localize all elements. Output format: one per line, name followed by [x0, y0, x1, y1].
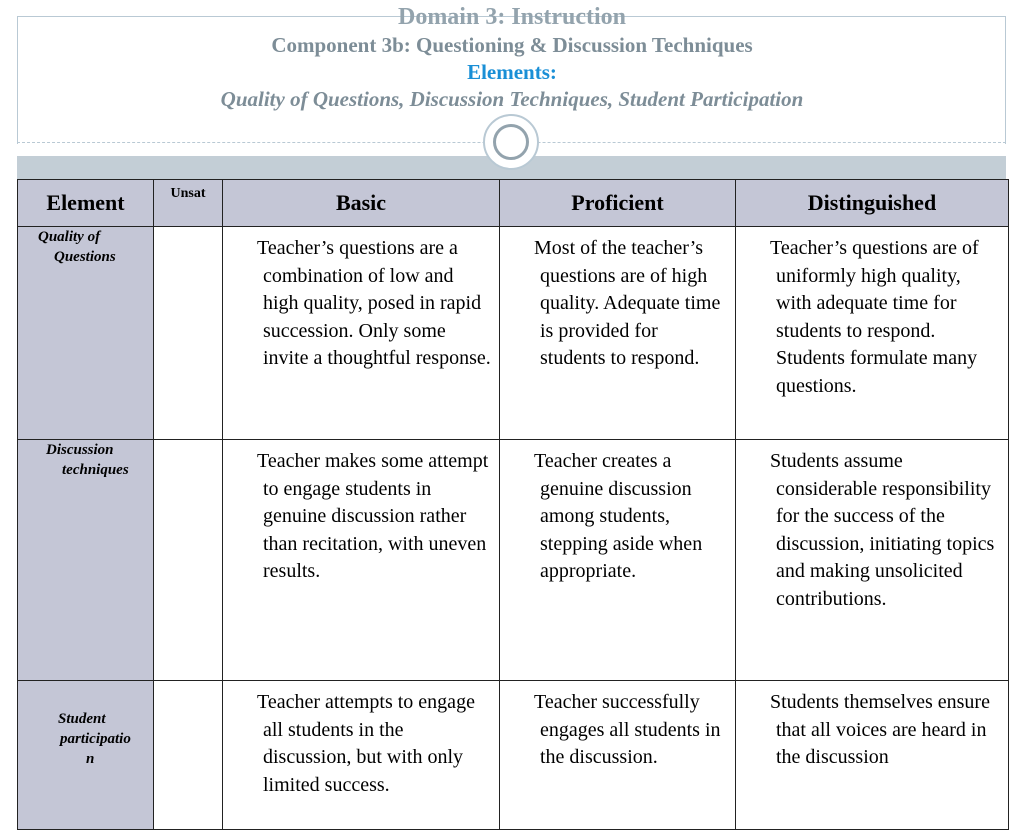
col-header-unsat: Unsat: [154, 180, 223, 227]
unsat-cell: [154, 227, 223, 440]
element-cell: [18, 227, 154, 440]
distinguished-cell: Teacher’s questions are of uniformly high quality, with adequate time for students to respond. Students formulate many questions.: [736, 227, 1009, 440]
distinguished-cell: Students themselves ensure that all voices are heard in the discussion: [736, 681, 1009, 830]
component-title: Component 3b: Questioning & Discussion Techniques: [271, 33, 753, 57]
table-row: [18, 227, 1009, 440]
col-header-distinguished: Distinguished: [736, 180, 1009, 227]
distinguished-cell: Students assume considerable responsibility for the success of the discussion, initiating topics and making unsolicited contributions.: [736, 440, 1009, 681]
proficient-cell: Most of the teacher’s questions are of high quality. Adequate time is provided for students to respond.: [500, 227, 736, 440]
rubric-table: [17, 179, 1009, 830]
title-block: [0, 2, 1024, 113]
col-header-element: Element: [18, 180, 154, 227]
table-row: [18, 681, 1009, 830]
domain-title: Domain 3: Instruction: [397, 4, 626, 30]
unsat-cell: [154, 440, 223, 681]
basic-cell: Teacher attempts to engage all students in the discussion, but with only limited success.: [223, 681, 500, 830]
circle-ornament-inner: [493, 124, 529, 160]
element-cell: [18, 681, 154, 830]
element-label-line2: techniques: [62, 462, 129, 478]
table-row: [18, 440, 1009, 681]
proficient-cell: Teacher creates a genuine discussion among students, stepping aside when appropriate.: [500, 440, 736, 681]
element-label-line2: participatio: [60, 731, 131, 747]
col-header-basic: Basic: [223, 180, 500, 227]
table-header-row: [18, 180, 1009, 227]
elements-list: Quality of Questions, Discussion Techniques, Student Participation: [220, 87, 804, 111]
element-label-line1: Quality of: [38, 229, 101, 245]
element-label-line1: Student: [58, 711, 106, 727]
element-label-line1: Discussion: [46, 442, 114, 458]
element-label-line2: Questions: [54, 249, 116, 265]
col-header-proficient: Proficient: [500, 180, 736, 227]
circle-ornament-icon: [483, 114, 539, 170]
elements-label: Elements:: [467, 60, 557, 84]
basic-cell: Teacher’s questions are a combination of low and high quality, posed in rapid succession. Only some invite a thoughtful response.: [223, 227, 500, 440]
element-cell: [18, 440, 154, 681]
proficient-cell: Teacher successfully engages all students in the discussion.: [500, 681, 736, 830]
basic-cell: Teacher makes some attempt to engage students in genuine discussion rather than recitation, with uneven results.: [223, 440, 500, 681]
element-label-line3: n: [86, 751, 95, 767]
unsat-cell: [154, 681, 223, 830]
